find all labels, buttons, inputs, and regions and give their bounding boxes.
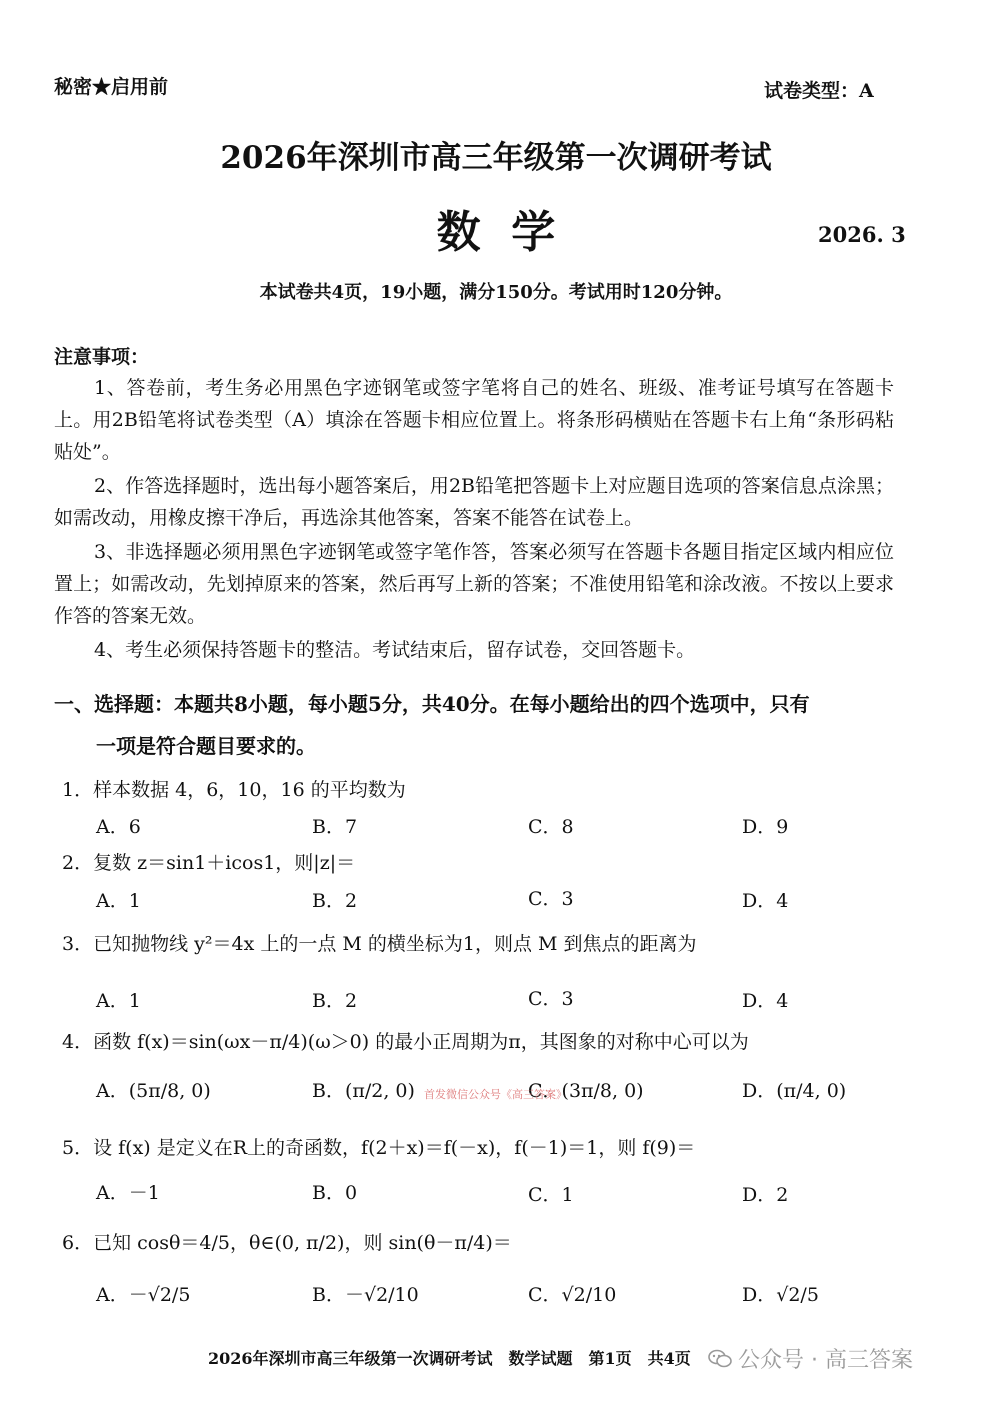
q5-option-c: C．1 (528, 1184, 574, 1206)
q1-option-a: A．6 (96, 816, 141, 838)
q5-option-a: A．－1 (96, 1182, 160, 1204)
watermark-text: 首发微信公众号《高三答案》 (424, 1088, 567, 1101)
notice-item-3: 3、非选择题必须用黑色字迹钢笔或签字笔作答，答案必须写在答题卡各题目指定区域内相应位置上；如需改动，先划掉原来的答案，然后再写上新的答案；不准使用铅笔和涂改液。不按以上要求作答的答案无效。 (54, 541, 894, 627)
q1-option-c: C．8 (528, 816, 574, 838)
exam-date: 2026. 3 (818, 222, 906, 247)
page-footer: 2026年深圳市高三年级第一次调研考试 数学试题 第1页 共4页 (208, 1349, 691, 1368)
q2-option-b: B．2 (312, 890, 358, 912)
q4-option-b: B．(π/2, 0) (312, 1080, 415, 1102)
question-6: 6．已知 cosθ＝4/5，θ∈(0, π/2)，则 sin(θ－π/4)＝ (62, 1232, 512, 1254)
wechat-icon (708, 1348, 732, 1370)
q2-option-d: D．4 (742, 890, 789, 912)
q4-option-c: C．(3π/8, 0) (528, 1080, 644, 1102)
q3-option-d: D．4 (742, 990, 789, 1012)
notice-item-4: 4、考生必须保持答题卡的整洁。考试结束后，留存试卷，交回答题卡。 (94, 639, 696, 661)
q1-option-b: B．7 (312, 816, 358, 838)
notice-item-1: 1、答卷前，考生务必用黑色字迹钢笔或签字笔将自己的姓名、班级、准考证号填写在答题卡上。用2B铅笔将试卷类型（A）填涂在答题卡相应位置上。将条形码横贴在答题卡右上角“条形码粘贴处”。 (54, 377, 894, 463)
q2-option-c: C．3 (528, 888, 574, 910)
wechat-account-name: 公众号 · 高三答案 (738, 1348, 913, 1373)
question-5: 5．设 f(x) 是定义在R上的奇函数，f(2＋x)＝f(－x)，f(－1)＝1，则 f(9)＝ (62, 1137, 696, 1159)
q4-option-d: D．(π/4, 0) (742, 1080, 847, 1102)
notice-item-2: 2、作答选择题时，选出每小题答案后，用2B铅笔把答题卡上对应题目选项的答案信息点涂黑；如需改动，用橡皮擦干净后，再选涂其他答案，答案不能答在试卷上。 (54, 475, 894, 529)
confidential-label: 秘密★启用前 (54, 76, 169, 98)
question-4: 4．函数 f(x)＝sin(ωx－π/4)(ω＞0) 的最小正周期为π，其图象的对称中心可以为 (62, 1031, 749, 1053)
q6-option-a: A．－√2/5 (96, 1284, 191, 1306)
q6-option-c: C．√2/10 (528, 1284, 617, 1306)
wechat-logo (708, 1343, 913, 1374)
section-heading-cont: 一项是符合题目要求的。 (96, 734, 316, 758)
q4-option-a: A．(5π/8, 0) (96, 1080, 211, 1102)
q3-option-a: A．1 (96, 990, 141, 1012)
q2-option-a: A．1 (96, 890, 141, 912)
q6-option-d: D．√2/5 (742, 1284, 819, 1306)
q6-option-b: B．－√2/10 (312, 1284, 419, 1306)
paper-type-label: 试卷类型：A (764, 80, 874, 102)
q1-option-d: D．9 (742, 816, 789, 838)
question-3: 3．已知抛物线 y²＝4x 上的一点 M 的横坐标为1，则点 M 到焦点的距离为 (62, 933, 697, 955)
q5-option-d: D．2 (742, 1184, 789, 1206)
notice-heading: 注意事项： (54, 346, 150, 368)
subject-title: 数 学 (436, 207, 556, 258)
q3-option-b: B．2 (312, 990, 358, 1012)
exam-summary: 本试卷共4页，19小题，满分150分。考试用时120分钟。 (259, 282, 733, 303)
section-heading: 一、选择题：本题共8小题，每小题5分，共40分。在每小题给出的四个选项中，只有 (54, 692, 810, 716)
question-2: 2．复数 z＝sin1＋icos1，则|z|＝ (62, 852, 356, 874)
q5-option-b: B．0 (312, 1182, 358, 1204)
q3-option-c: C．3 (528, 988, 574, 1010)
exam-title: 2026年深圳市高三年级第一次调研考试 (220, 140, 772, 176)
question-1: 1．样本数据 4，6，10，16 的平均数为 (62, 779, 406, 801)
